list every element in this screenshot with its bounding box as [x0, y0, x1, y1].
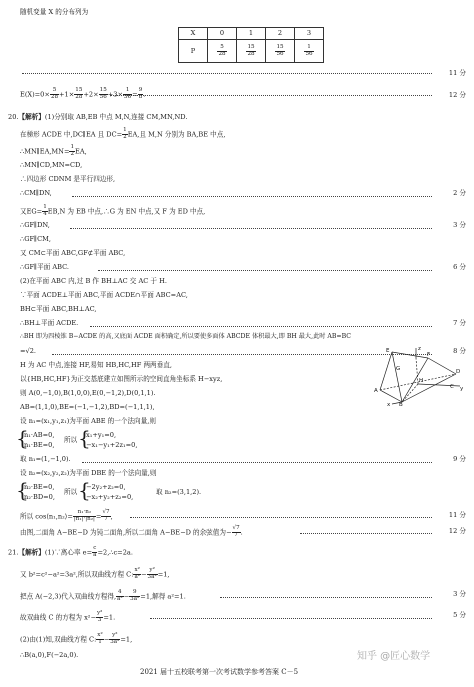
score-mark: 12 分	[448, 91, 466, 99]
fig-label-z: z	[418, 346, 421, 352]
intro-text: 随机变量 X 的分布列为	[20, 8, 89, 16]
q21-line-3: 把点 A(−2,3)代入双曲线方程得, $\frac{4}{\text{a²}}$ − $\frac{9}{\text{3a²}}$ =1,解得 a²=1.	[20, 589, 186, 602]
q20-line-27: 所以 cos⟨n₁,n₂⟩= $\frac{\text{n₁·n₂}}{\text{|n₁|·|n₂|}}$ = $\frac{√7}{7}$ ,	[20, 509, 113, 522]
q21-line-6: ∴B(a,0),F(−2a,0).	[20, 651, 79, 659]
score-mark: 8 分	[453, 347, 466, 355]
pyramid-figure	[372, 346, 464, 406]
fig-label-h: H	[419, 378, 424, 384]
score-mark: 3 分	[453, 590, 466, 598]
table-cell-p3: $\frac{1}{56}$	[295, 40, 324, 63]
table-cell-x2: 2	[266, 28, 295, 40]
score-mark: 2 分	[453, 189, 466, 197]
q20-line-16: ∴BH 即为四棱锥 B−ACDE 的高,又底面 ACDE 面积确定,所以要使多面体 ABCDE 体积最大,即 BH 最大,此时 AB=BC	[20, 333, 352, 340]
score-mark: 9 分	[453, 455, 466, 463]
q20-line-24: 取 n₁=(1,−1,0).	[20, 455, 71, 463]
fig-label-d: D	[456, 369, 461, 375]
q20-line-22: 设 n₁=(x₁,y₁,z₁)为平面 ABE 的一个法向量,则	[20, 417, 156, 425]
q20-line-17: =√2.	[20, 347, 37, 355]
q20-line-19: 以{HB,HC,HF}为正交基底建立如图所示的空间直角坐标系 H−xyz,	[20, 375, 223, 383]
fig-label-g: G	[396, 366, 401, 372]
q20-line-6: ∴CM∥DN,	[20, 189, 52, 197]
score-mark: 11 分	[448, 69, 466, 77]
q21-line-4: 故双曲线 C 的方程为 x²− $\frac{\text{y²}}{3}$ =1.	[20, 610, 116, 623]
q21-line-5: (2)由(1)知,双曲线方程 C: $\frac{\text{x²}}{1}$ − $\frac{\text{y²}}{\text{3a²}}$ =1,	[20, 632, 133, 645]
q21-line-1: 21.【解析】(1)∵离心率 e= $\frac{c}{a}$ =2,∴c=2a.	[8, 545, 133, 558]
q21-line-2: 又 b²=c²−a²=3a²,所以双曲线方程 C: $\frac{\text{x²}}{\text{a²}}$ − $\frac{\text{y²}}{\text{3a²}}$ =1,	[20, 567, 170, 580]
table-cell-x1: 1	[237, 28, 266, 40]
q20-line-14: BH⊂平面 ABC,BH⊥AC,	[20, 305, 97, 313]
q20-line-13: ∵平面 ACDE⊥平面 ABC,平面 ACDE∩平面 ABC=AC,	[20, 291, 188, 299]
score-mark: 7 分	[453, 319, 466, 327]
distribution-table	[178, 27, 324, 63]
score-mark: 3 分	[453, 221, 466, 229]
fig-label-x: x	[387, 402, 391, 406]
q20-line-20: 则 A(0,−1,0),B(1,0,0),E(0,−1,2),D(0,1,1).	[20, 389, 156, 397]
q20-line-10: 又 CM⊂平面 ABC,GF⊄平面 ABC,	[20, 249, 126, 257]
fig-label-f: F	[427, 352, 431, 358]
q20-line-9: ∴GF∥CM,	[20, 235, 51, 243]
fig-label-b: B	[399, 402, 403, 406]
score-mark: 6 分	[453, 263, 466, 271]
q20-line-25: 设 n₂=(x₂,y₂,z₂)为平面 DBE 的一个法向量,则	[20, 469, 157, 477]
table-cell-x0: 0	[208, 28, 237, 40]
q20-line-5: ∴四边形 CDNM 是平行四边形,	[20, 175, 116, 183]
q20-line-21: AB=(1,1,0),BE=(−1,−1,2),BD=(−1,1,1),	[20, 403, 155, 411]
fig-label-e: E	[386, 348, 390, 354]
expectation-formula: E(X)=0× $\frac{5}{28}$ +1× $\frac{15}{28}$ +2× $\frac{15}{56}$ +3× $\frac{1}{56}$ = $\frac{9}{8}$ .	[20, 87, 146, 100]
page-footer: 2021 届十五校联考第一次考试数学参考答案 C－5	[140, 668, 299, 676]
q20-line-4: ∴MN∥CD,MN=CD,	[20, 161, 83, 169]
q20-line-3: ∴MN∥EA,MN= $\frac{1}{2}$ EA,	[20, 144, 87, 157]
score-mark: 12 分	[448, 527, 466, 535]
fig-label-c: C	[450, 384, 454, 390]
table-header-p: P	[179, 40, 208, 63]
table-cell-x3: 3	[295, 28, 324, 40]
q20-line-11: ∴GF∥平面 ABC.	[20, 263, 70, 271]
fig-label-a: A	[374, 388, 378, 394]
q20-line-8: ∴GF∥DN,	[20, 221, 50, 229]
q20-line-15: ∴BH⊥平面 ACDE.	[20, 319, 79, 327]
table-header-x: X	[179, 28, 208, 40]
q20-line-12: (2)在平面 ABC 内,过 B 作 BH⊥AC 交 AC 于 H.	[20, 277, 167, 285]
q20-line-2: 在梯形 ACDE 中,DC∥EA 且 DC= $\frac{1}{2}$ EA,且 M,N 分别为 BA,BE 中点,	[20, 127, 226, 140]
fig-label-y: y	[460, 386, 464, 392]
q20-line-1: 20.【解析】(1)分别取 AB,EB 中点 M,N,连接 CM,MN,ND.	[8, 113, 188, 121]
table-cell-p2: $\frac{15}{56}$	[266, 40, 295, 63]
watermark: 知乎 @匠心数学	[357, 651, 431, 662]
q20-line-28: 由图,二面角 A−BE−D 为钝二面角,所以二面角 A−BE−D 的余弦值为− $\frac{√7}{7}$ .	[20, 525, 243, 538]
score-mark: 11 分	[448, 511, 466, 519]
score-mark: 5 分	[453, 611, 466, 619]
q20-line-7: 又EG= $\frac{1}{4}$ EB,N 为 EB 中点,∴G 为 EN 中点,又 F 为 ED 中点,	[20, 204, 206, 217]
table-cell-p0: $\frac{5}{28}$	[208, 40, 237, 63]
table-cell-p1: $\frac{15}{28}$	[237, 40, 266, 63]
q20-line-18: H 为 AC 中点,连接 HF,易知 HB,HC,HF 两两垂直,	[20, 361, 172, 369]
